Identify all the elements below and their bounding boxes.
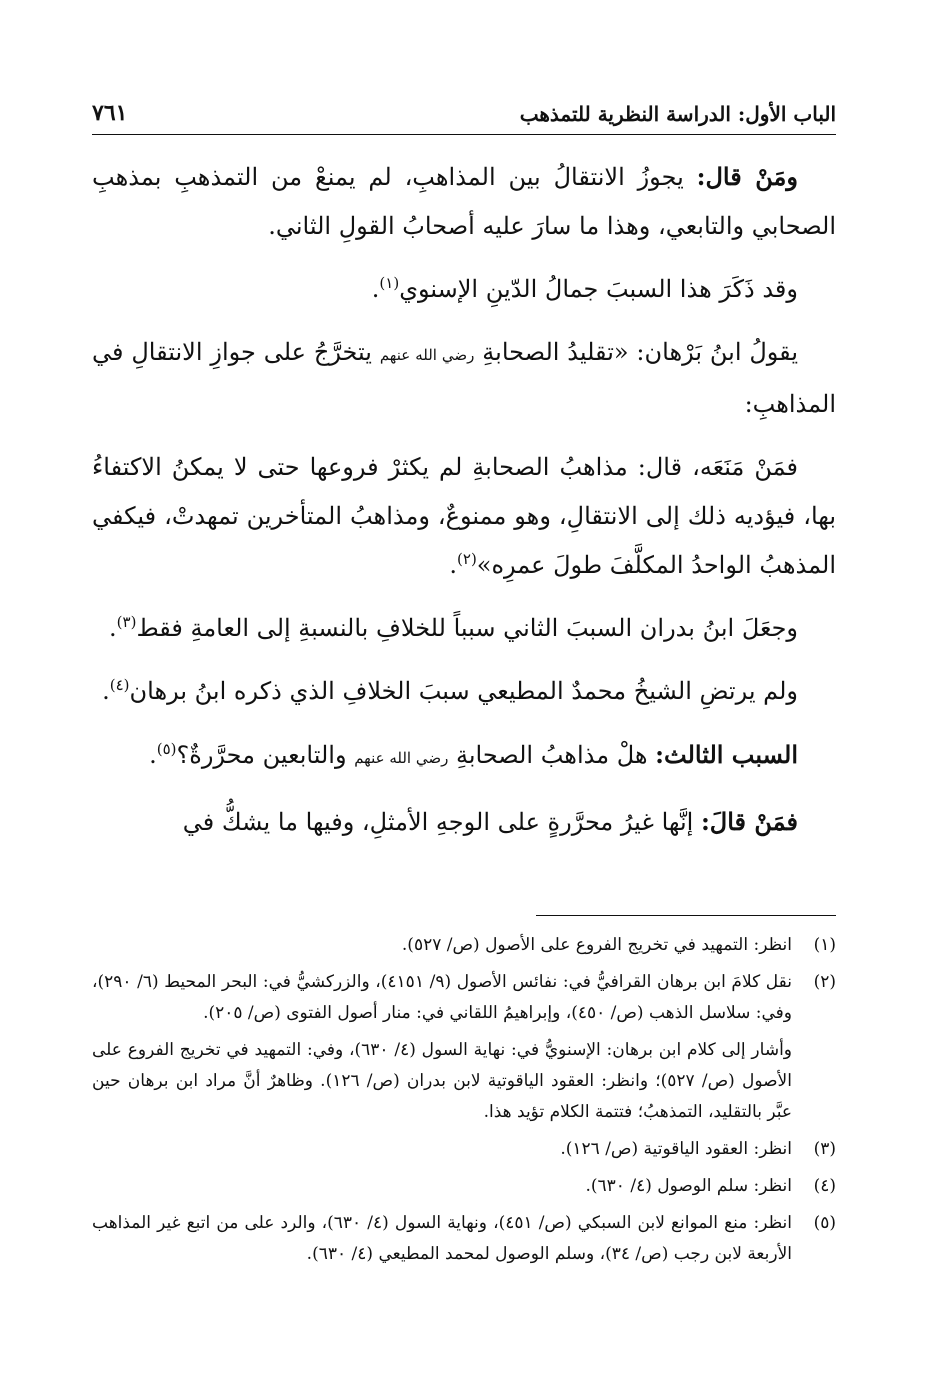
running-head: الباب الأول: الدراسة النظرية للتمذهب xyxy=(519,102,836,126)
footnote-number: (٤) xyxy=(813,1176,836,1196)
paragraph-text: ولم يرتضِ الشيخُ محمدٌ المطيعي سببَ الخلافِ الذي ذكره ابنُ برهان xyxy=(129,677,798,705)
main-text xyxy=(92,152,836,861)
paragraph-end: . xyxy=(109,614,117,642)
footnote-text: انظر: منع الموانع لابن السبكي (ص/ ٤٥١)، ونهاية السول (٤/ ٦٣٠)، والرد على من اتبع غير المذاهب الأربعة لابن رجب (ص/ ٣٤)، وسلم الوصول لمحمد المطيعي (٤/ ٦٣٠). xyxy=(92,1213,792,1264)
paragraph-end: . xyxy=(449,551,458,579)
footnote-ref: (٣) xyxy=(116,613,137,631)
paragraph-text: إنَّها غيرُ محرَّرةٍ على الوجهِ الأمثلِ، وفيها ما يشكُّ في xyxy=(182,808,701,836)
paragraph-text: وجعَلَ ابنُ بدران السببَ الثاني سبباً للخلافِ بالنسبةِ إلى العامةِ فقط xyxy=(136,614,798,642)
footnote-ref: (٢) xyxy=(457,550,477,568)
honorific-symbol: رضي الله عنهم xyxy=(354,749,449,767)
paragraph-8 xyxy=(92,797,836,847)
paragraph-end: . xyxy=(102,677,110,705)
footnote-ref: (١) xyxy=(379,274,400,292)
paragraph-1 xyxy=(92,152,836,251)
footnote-number: (٣) xyxy=(813,1139,836,1159)
keyword: فمَنْ قالَ: xyxy=(700,807,798,836)
paragraph-text: والتابعين محرَّرةٌ؟ xyxy=(176,741,355,769)
paragraph-text: يتخرَّجُ على جوازِ الانتقالِ في المذاهبِ: xyxy=(92,338,836,418)
footnote-divider xyxy=(536,915,836,916)
paragraph-text: يجوزُ الانتقالُ بين المذاهبِ، لم يمنعْ من التمذهبِ بمذهبِ الصحابي والتابعي، وهذا ما سارَ عليه أصحابُ القولِ الثاني. xyxy=(92,163,836,240)
paragraph-2 xyxy=(92,265,836,314)
footnote-2 xyxy=(92,967,836,1029)
page-header xyxy=(92,98,836,135)
footnote-text: انظر: التمهيد في تخريج الفروع على الأصول (ص/ ٥٢٧). xyxy=(401,935,792,955)
footnote-text: انظر: سلم الوصول (٤/ ٦٣٠). xyxy=(585,1176,792,1196)
footnote-text: نقل كلامَ ابن برهان القرافيُّ في: نفائس الأصول (٩/ ٤١٥١)، والزركشيُّ في: البحر المحيط (٦/ ٢٩٠)، وفي: سلاسل الذهب (ص/ ٤٥٠)، وإبراهيمُ اللقاني في: منار أصول الفتوى (ص/ ٢٠٥). xyxy=(92,972,793,1023)
footnote-number: (٢) xyxy=(813,972,836,992)
page-number: ٧٦١ xyxy=(92,100,128,126)
footnote-4 xyxy=(92,1171,836,1202)
paragraph-7 xyxy=(92,730,836,783)
paragraph-text: يقولُ ابنُ بَرْهان: «تقليدُ الصحابةِ xyxy=(474,338,799,366)
paragraph-text: وقد ذَكَرَ هذا السببَ جمالُ الدّينِ الإسنوي xyxy=(399,275,798,303)
footnote-2-continuation: وأشار إلى كلام ابن برهان: الإسنويُّ في: نهاية السول (٤/ ٦٣٠)، وفي: التمهيد في تخريج الفروع على الأصول (ص/ ٥٢٧)؛ وانظر: العقود الياقوتية لابن بدران (ص/ ١٢٦). وظاهرٌ أنَّ مراد ابن برهان حين عبَّر بالتقليد، التمذهبُ؛ فتتمة الكلام تؤيد هذا. xyxy=(92,1040,792,1122)
paragraph-6 xyxy=(92,667,836,716)
paragraph-end: . xyxy=(149,741,157,769)
footnote-number: (٥) xyxy=(813,1213,836,1233)
keyword: السبب الثالث: xyxy=(655,740,798,769)
paragraph-4 xyxy=(92,443,836,590)
footnote-3 xyxy=(92,1134,836,1165)
footnote-5 xyxy=(92,1208,836,1270)
footnote-ref: (٥) xyxy=(156,740,177,758)
footnote-text: انظر: العقود الياقوتية (ص/ ١٢٦). xyxy=(560,1139,792,1159)
paragraph-5 xyxy=(92,604,836,653)
honorific-symbol: رضي الله عنهم xyxy=(379,346,475,364)
footnotes xyxy=(92,930,836,1276)
footnote-1 xyxy=(92,930,836,961)
footnote-ref: (٤) xyxy=(109,676,130,694)
paragraph-end: . xyxy=(371,275,380,303)
footnote-number: (١) xyxy=(813,935,836,955)
paragraph-text: فمَنْ مَنَعَه، قال: مذاهبُ الصحابةِ لم يكثرْ فروعها حتى لا يمكنُ الاكتفاءُ بها، فيؤديه ذلك إلى الانتقالِ، وهو ممنوعٌ، ومذاهبُ المتأخرين تمهدتْ، فيكفي المذهبُ الواحدُ المكلَّفَ طولَ عمرِه» xyxy=(92,453,836,579)
paragraph-text: هلْ مذاهبُ الصحابةِ xyxy=(448,741,656,769)
keyword: ومَنْ قال: xyxy=(696,162,799,191)
paragraph-3 xyxy=(92,328,836,429)
